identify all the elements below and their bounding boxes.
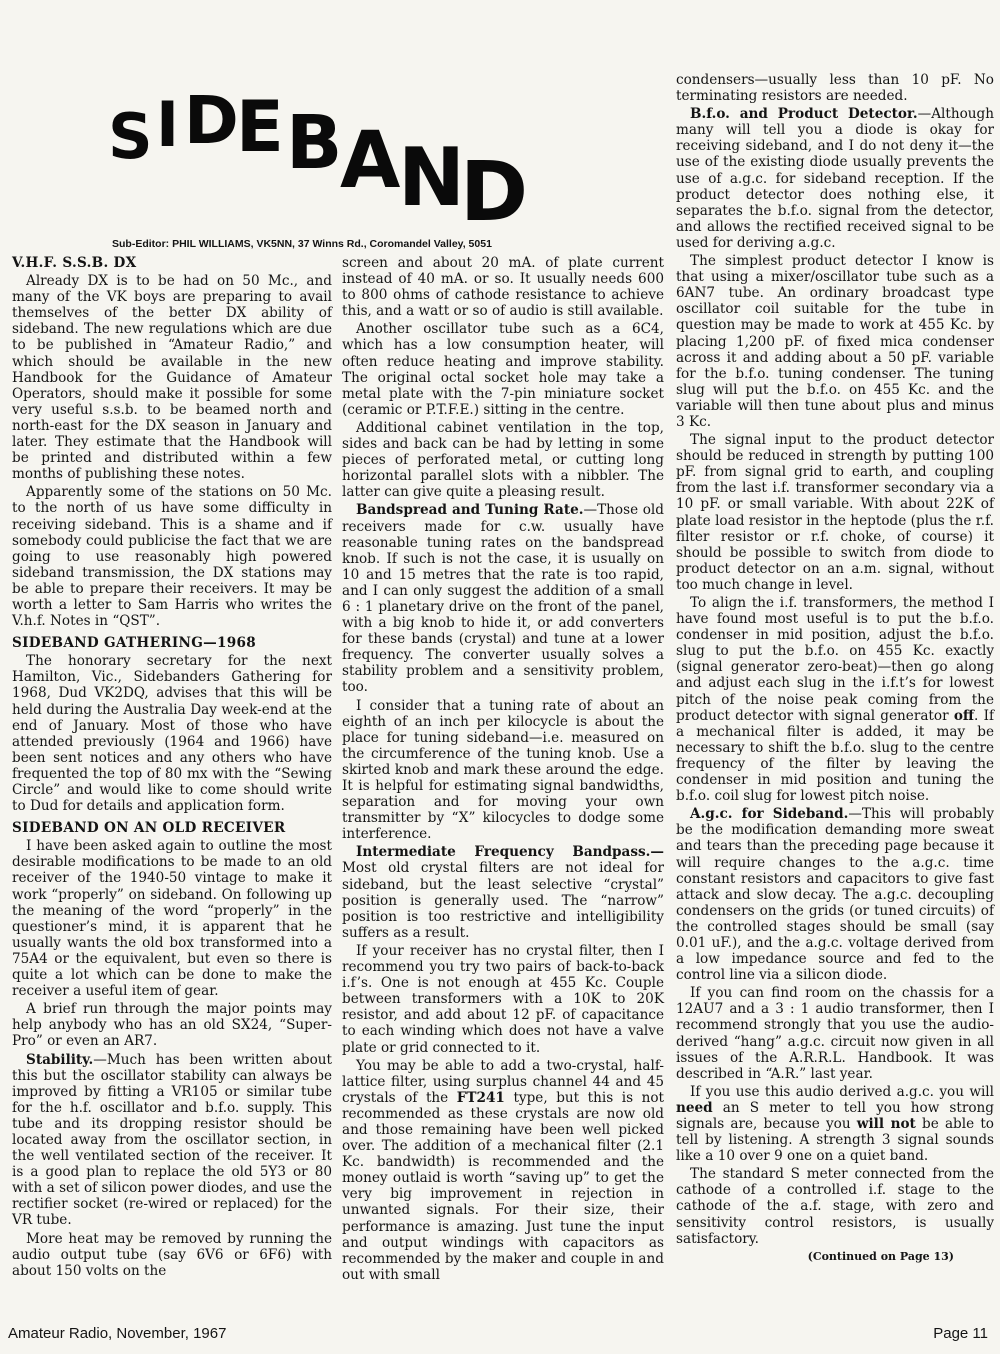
subheading-bfo-product-detector: B.f.o. and Product Detector.: [690, 106, 918, 123]
paragraph: More heat may be removed by running the audio output tube (say 6V6 or 6F6) with about 150 volts on the: [12, 1230, 332, 1279]
title-letter-s: S: [108, 100, 153, 173]
title-letter-i: I: [156, 88, 180, 161]
paragraph: The signal input to the product detector should be reduced in strength by putting 100 pF. from signal grid to earth, and coupling from the last i.f. transformer secondary via a 10 pF. or small variable. With about 22K of plate load resistor in the heptode (plus the r.f. filter resistor or r.f. choke, of course) it should be possible to switch from diode to product detector on an a.m. signal, without too much change in level.: [676, 432, 994, 593]
paragraph-bfo: [676, 106, 994, 251]
column-1: [12, 255, 332, 1318]
paragraph-text: To align the i.f. transformers, the method I have found most useful is to put the b.f.o. condenser in mid position, adjust the b.f.o. slug to put the b.f.o. on 455 Kc. exactly (signal generator zero-beat)—then go along and adjust each slug in the i.f.t’s for lowest pitch of the noise peak coming from the product detector with signal generator: [676, 595, 994, 724]
paragraph-text: If you use this audio derived a.g.c. you will: [690, 1083, 994, 1100]
paragraph-filters: [342, 1058, 664, 1283]
continued-note: (Continued on Page 13): [807, 1249, 954, 1263]
subheading-bandspread: Bandspread and Tuning Rate.: [356, 502, 584, 519]
paragraph: Additional cabinet ventilation in the top, sides and back can be had by letting in some pieces of perforated metal, or cutting long horizontal parallel slots with a nibbler. The latter can give quite a pleasing result.: [342, 419, 664, 501]
sideband-title: [108, 82, 548, 240]
column-3: [676, 72, 994, 1263]
paragraph-text: be able to tell by listening. A strength 3 signal sounds like a 10 over 9 one on a quiet band.: [676, 1116, 994, 1165]
paragraph-s-meter: [676, 1084, 994, 1164]
heading-sideband-gathering: SIDEBAND GATHERING—1968: [12, 635, 257, 652]
paragraph-text: —Although many will tell you a diode is okay for receiving sideband, and I do not deny it—the use of the existing diode usually prevents the use of a.g.c. for sideband reception. If the product detector does nothing else, it separates the b.f.o. signal from the detector, and allows the rectified received signal to be used for deriving a.g.c.: [676, 106, 994, 251]
paragraph: I consider that a tuning rate of about an eighth of an inch per kilocycle is about the place for tuning sideband—i.e. measured on the circumference of the tuning knob. Use a skirted knob and mark these around the edge. It is helpful for estimating signal bandwidths, separation and for moving your own transmitter by “X” kilocycles to dodge some interference.: [342, 697, 664, 843]
title-letter-a: A: [340, 116, 401, 206]
paragraph-text: —This will probably be the modification demanding more sweat and tears than the preceding page because it will require changes to the a.g.c. time constant resistors and capacitors to give fast attack and slow decay. The a.g.c. decoupling condensers on the grids (or tuned circuits) of the controlled stages should be small (say 0.01 uF.), and the a.g.c. voltage derived from a low impedance source and fed to the control line via a silicon diode.: [676, 806, 994, 984]
paragraph: A brief run through the major points may help anybody who has an old SX24, “Super-Pro” or even an AR7.: [12, 1001, 332, 1050]
paragraph-text: . If a mechanical filter is added, it may be necessary to shift the b.f.o. slug to the centre frequency of the filter by leaving the condenser in mid position and tuning the b.f.o. coil slug for lowest pitch noise.: [676, 707, 994, 805]
paragraph-bandspread: [342, 502, 664, 695]
paragraph: If your receiver has no crystal filter, then I recommend you try two pairs of back-to-back i.f’s. One is not enough at 455 Kc. Couple between transformers with a 10K to 20K resistor, and add about 12 pF. of capacitance to each winding which does not have a valve plate or grid connected to it.: [342, 942, 664, 1056]
paragraph-stability: [12, 1052, 332, 1229]
paragraph-align: [676, 595, 994, 804]
sub-editor-credit: Sub-Editor: PHIL WILLIAMS, VK5NN, 37 Winns Rd., Coromandel Valley, 5051: [112, 238, 492, 250]
paragraph: Another oscillator tube such as a 6C4, which has a low consumption heater, will often reduce heating and improve stability. The original octal socket hole may take a metal plate with the 7-pin miniature socket (ceramic or P.T.F.E.) sitting in the centre.: [342, 321, 664, 418]
paragraph-agc: [676, 806, 994, 983]
paragraph: I have been asked again to outline the most desirable modifications to be made to an old receiver of the 1940-50 vintage to make it work “properly” on sideband. On following up the meaning of the word “properly” in the questioner’s mind, it is apparent that he usually wants the old box transformed into a 75A4 or the equivalent, but even so there is quite a lot which can be done to make the receiver a useful item of gear.: [12, 838, 332, 1000]
title-letter-d2: D: [460, 145, 529, 240]
paragraph: condensers—usually less than 10 pF. No terminating resistors are needed.: [676, 72, 994, 105]
paragraph: Already DX is to be had on 50 Mc., and many of the VK boys are preparing to avail themselves of the better DX ability of sideband. The new regulations which are due to be published in “Amateur Radio,” and which should be available in the new Handbook for the Guidance of Amateur Operators, should make it possible for some very useful s.s.b. to be beamed north and north-east for the DX season in January and later. They estimate that the Handbook will be printed and distributed within a few months of publishing these notes.: [12, 273, 332, 483]
paragraph-text-bold: FT241: [456, 1089, 505, 1106]
paragraph-text-bold: will not: [856, 1116, 916, 1132]
paragraph-if-bandpass: [342, 844, 664, 941]
title-letter-b: B: [286, 100, 343, 186]
footer-page-number: Page 11: [933, 1325, 988, 1342]
paragraph-text-bold: off: [953, 707, 975, 724]
subheading-agc-sideband: A.g.c. for Sideband.: [690, 806, 849, 823]
heading-old-receiver: SIDEBAND ON AN OLD RECEIVER: [12, 820, 286, 837]
paragraph: The honorary secretary for the next Hamilton, Vic., Sidebanders Gathering for 1968, Dud VK2DQ, advises that this will be held during the Australia Day week-end at the end of January. Most of those who have attended previously (1964 and 1966) have been sent notices and any others who have frequented the top of 80 mx with the “Sewing Circle” and would like to come should write to Dud for details and application form.: [12, 653, 332, 815]
paragraph-text: You may be able to add a two-crystal, half-lattice filter, using surplus channel 44 and 45 crystals of the: [342, 1057, 664, 1106]
title-letter-n: N: [398, 131, 465, 224]
title-letter-e: E: [236, 86, 284, 168]
title-letter-d: D: [184, 82, 239, 159]
paragraph-text: Most old crystal filters are not ideal for sideband, but the least selective “crystal” position is generally used. The “narrow” position is too restrictive and intelligibility suffers as a result.: [342, 860, 664, 941]
paragraph: Apparently some of the stations on 50 Mc. to the north of us have some difficulty in receiving sideband. This is a shame and if somebody could publicise the fact that we are going to use reasonably high powered sideband transmission, the DX stations may be able to prepare their receivers. It may be worth a letter to Sam Harris who writes the V.h.f. Notes in “QST”.: [12, 484, 332, 630]
paragraph-text: type, but this is not recommended as these crystals are now old and those remaining have been well picked over. The addition of a mechanical filter (2.1 Kc. bandwidth) is recommended and the money outlaid is worth “saving up” to get the very big improvement in rejection in unwanted signals. For their size, their performance is amazing. Just tune the input and output windings with capacitors as recommended by the maker and couple in and out with small: [342, 1089, 664, 1283]
paragraph-text: —Much has been written about this but the oscillator stability can always be improved by fitting a VR105 or similar tube for the h.f. oscillator and b.f.o. supply. This tube and its dropping resistor should be located away from the oscillator section, in the well ventilated section of the receiver. It is a good plan to replace the old 5Y3 or 80 with a set of silicon power diodes, and use the rectifier socket (re-wired or replaced) for the VR tube.: [12, 1051, 332, 1229]
subheading-if-bandpass: Intermediate Frequency Bandpass.—: [356, 844, 664, 861]
paragraph: The simplest product detector I know is that using a mixer/oscillator tube such as a 6AN7 tube. An ordinary broadcast type oscillator coil suitable for the tube in question may be made to work at 455 Kc. by placing 1,200 pF. of fixed mica condenser across it and adding about a 50 pF. variable for the b.f.o. tuning condenser. The tuning slug will put the b.f.o. on 455 Kc. and the variable will then tune about plus and minus 3 Kc.: [676, 253, 994, 430]
subheading-stability: Stability.: [26, 1051, 94, 1068]
paragraph-text: —Those old receivers made for c.w. usually have reasonable tuning rates on the bandspread knob. If such is not the case, it is usually on 10 and 15 metres that the rate is too rapid, and I can only suggest the addition of a small 6 : 1 planetary drive on the front of the panel, with a big knob to hide it, or add converters for these bands (crystal) and tune at a lower frequency. The converter usually solves a stability problem and a sensitivity problem, too.: [342, 502, 664, 696]
paragraph: If you can find room on the chassis for a 12AU7 and a 3 : 1 audio transformer, then I recommend strongly that you use the audio-derived “hang” a.g.c. circuit now given in all issues of the A.R.R.L. Handbook. It was described in “A.R.” last year.: [676, 985, 994, 1082]
paragraph: The standard S meter connected from the cathode of a controlled i.f. stage to the cathode of the a.f. stage, with zero and sensitivity control resistors, is usually satisfactory.: [676, 1166, 994, 1247]
heading-vhf-ssb-dx: V.H.F. S.S.B. DX: [12, 255, 137, 271]
paragraph-text: an S meter to tell you how strong signals are, because you: [676, 1099, 994, 1132]
footer-issue: Amateur Radio, November, 1967: [8, 1325, 227, 1342]
column-2: [342, 255, 664, 1318]
paragraph-text-bold: need: [676, 1099, 713, 1116]
paragraph: screen and about 20 mA. of plate current instead of 40 mA. or so. It usually needs 600 to 800 ohms of cathode resistance to achieve this, and a watt or so of audio is still available.: [342, 255, 664, 320]
